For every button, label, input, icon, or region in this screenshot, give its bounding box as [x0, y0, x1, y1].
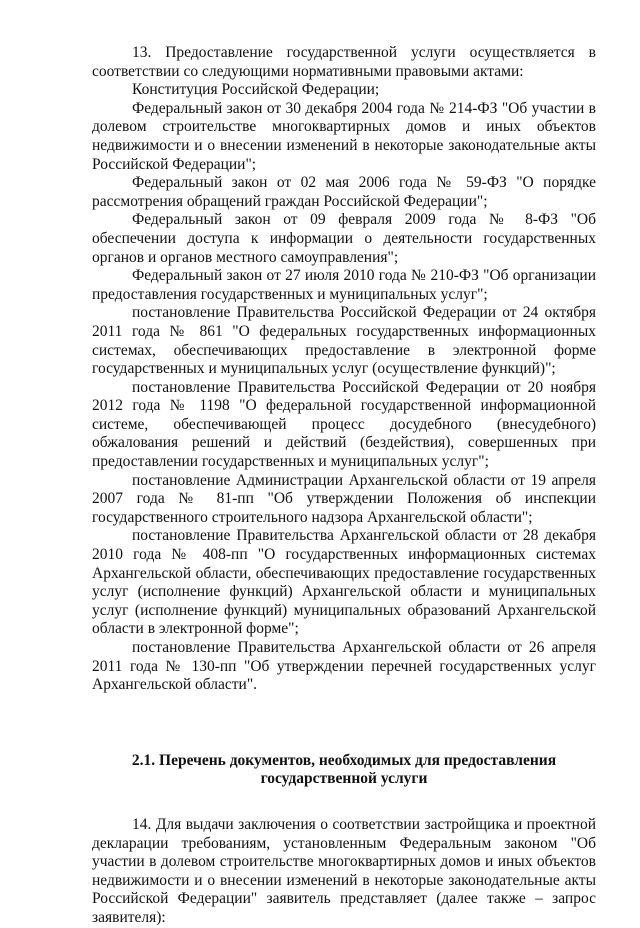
- legal-act-8-fz: Федеральный закон от 09 февраля 2009 года № 8-ФЗ "Об обеспечении доступа к информации о деятельности государственных органов и органов местного самоуправления";: [92, 211, 596, 266]
- legal-act-81-pp: постановление Администрации Архангельской области от 19 апреля 2007 года № 81-пп "Об утверждении Положения об инспекции государственного строительного надзора Архангельской области";: [92, 471, 596, 526]
- legal-act-861: постановление Правительства Российской Федерации от 24 октября 2011 года № 861 "О федеральных государственных информационных системах, обеспечивающих предоставление в электронной форме государственных и муниципальных услуг (осуществление функций)";: [92, 304, 596, 378]
- legal-act-1198: постановление Правительства Российской Федерации от 20 ноября 2012 года № 1198 "О федеральной государственной информационной системе, обеспечивающей процесс досудебного (внесудебного) обжалования решений и действий (бездействия), совершенных при предоставлении государственных и муниципальных услуг";: [92, 378, 596, 471]
- legal-act-constitution: Конституция Российской Федерации;: [132, 81, 380, 99]
- legal-act-210-fz: Федеральный закон от 27 июля 2010 года № 210-ФЗ "Об организации предоставления государственных и муниципальных услуг";: [92, 267, 596, 303]
- legal-act-408-pp: постановление Правительства Архангельской области от 28 декабря 2010 года № 408-пп "О государственных информационных системах Архангельской области, обеспечивающих предоставление государственных услуг (исполнение функций) Архангельской области и муниципальных услуг (исполнение функций) муниципальных образований Архангельской области в электронной форме";: [92, 527, 596, 638]
- legal-act-214-fz: Федеральный закон от 30 декабря 2004 года № 214-ФЗ "Об участии в долевом строительстве многоквартирных домов и иных объектов недвижимости и о внесении изменений в некоторые законодательные акты Российской Федерации";: [92, 99, 596, 173]
- legal-act-59-fz: Федеральный закон от 02 мая 2006 года № 59-ФЗ "О порядке рассмотрения обращений граждан Российской Федерации";: [92, 174, 596, 210]
- section-heading: 2.1. Перечень документов, необходимых для предоставления государственной услуги: [131, 751, 557, 788]
- legal-act-130-pp: постановление Правительства Архангельской области от 26 апреля 2011 года № 130-пп "Об утверждении перечней государственных услуг Архангельской области".: [92, 639, 596, 694]
- paragraph-13-intro: 13. Предоставление государственной услуги осуществляется в соответствии со следующими нормативными правовыми актами:: [92, 44, 596, 80]
- paragraph-14: 14. Для выдачи заключения о соответствии застройщика и проектной декларации требованиям, установленным Федеральным законом "Об участии в долевом строительстве многоквартирных домов и иных объектов недвижимости и о внесении изменений в некоторые законодательные акты Российской Федерации" заявитель представляет (далее также – запрос заявителя):: [92, 815, 596, 926]
